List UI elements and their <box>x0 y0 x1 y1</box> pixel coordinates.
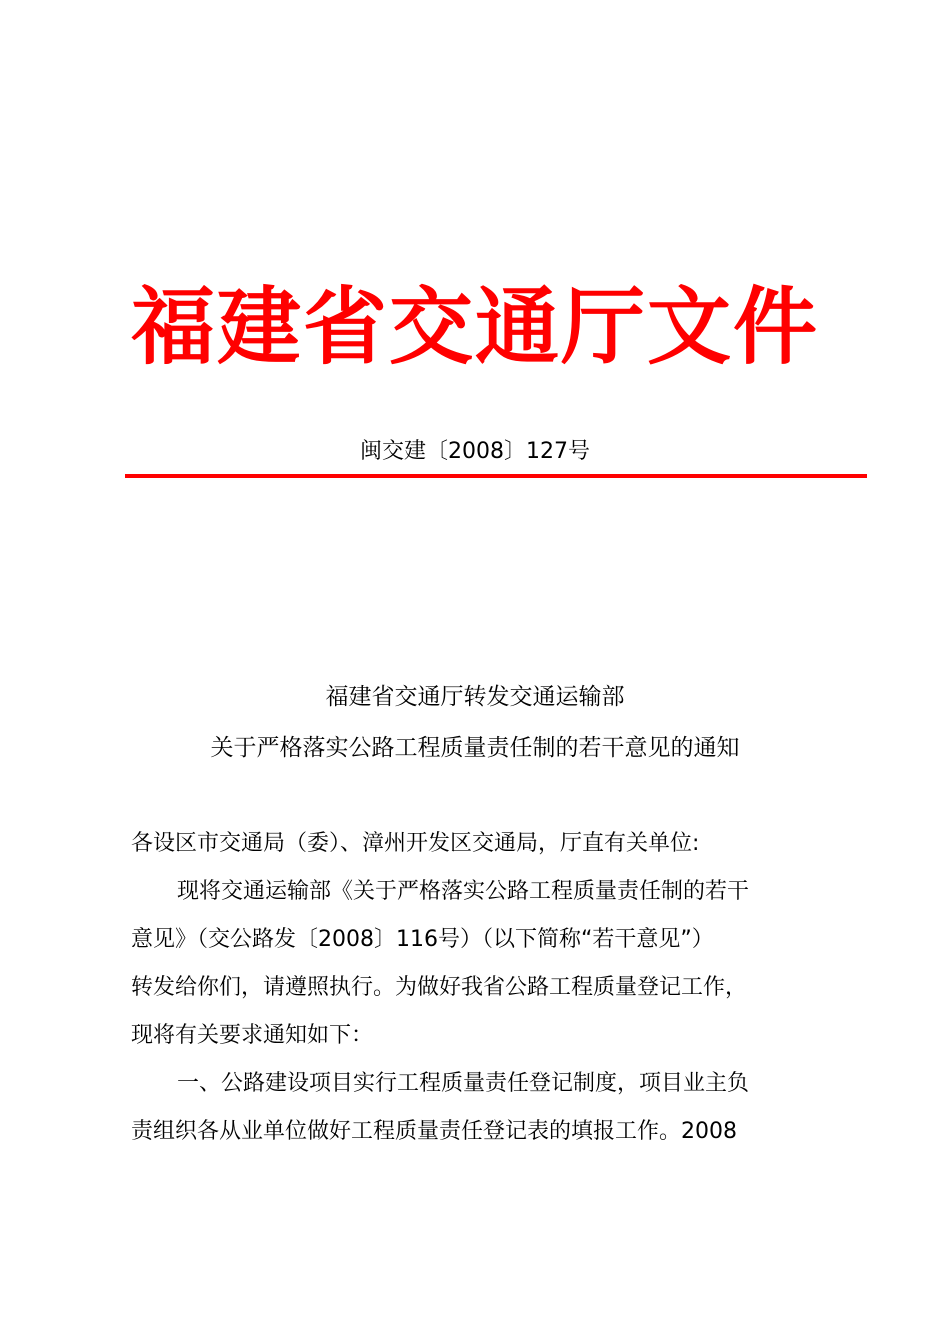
document-masthead: 福建省交通厅文件 <box>130 278 819 376</box>
body-line: 现将有关要求通知如下： <box>131 1023 374 1048</box>
notice-title-line-2: 关于严格落实公路工程质量责任制的若干意见的通知 <box>210 735 740 761</box>
body-line: 一、公路建设项目实行工程质量责任登记制度，项目业主负 <box>177 1071 750 1096</box>
document-number: 闽交建〔2008〕127号 <box>360 439 590 464</box>
notice-title-line-1: 福建省交通厅转发交通运输部 <box>325 684 625 710</box>
body-line: 责组织各从业单位做好工程质量责任登记表的填报工作。2008 <box>131 1119 737 1144</box>
red-divider-line <box>125 474 867 478</box>
salutation: 各设区市交通局（委）、漳州开发区交通局，厅直有关单位: <box>131 831 700 856</box>
body-line: 现将交通运输部《关于严格落实公路工程质量责任制的若干 <box>177 879 750 904</box>
body-line: 意见》（交公路发〔2008〕116号）（以下简称“若干意见”） <box>131 927 714 952</box>
body-line: 转发给你们，请遵照执行。为做好我省公路工程质量登记工作， <box>131 975 748 1000</box>
